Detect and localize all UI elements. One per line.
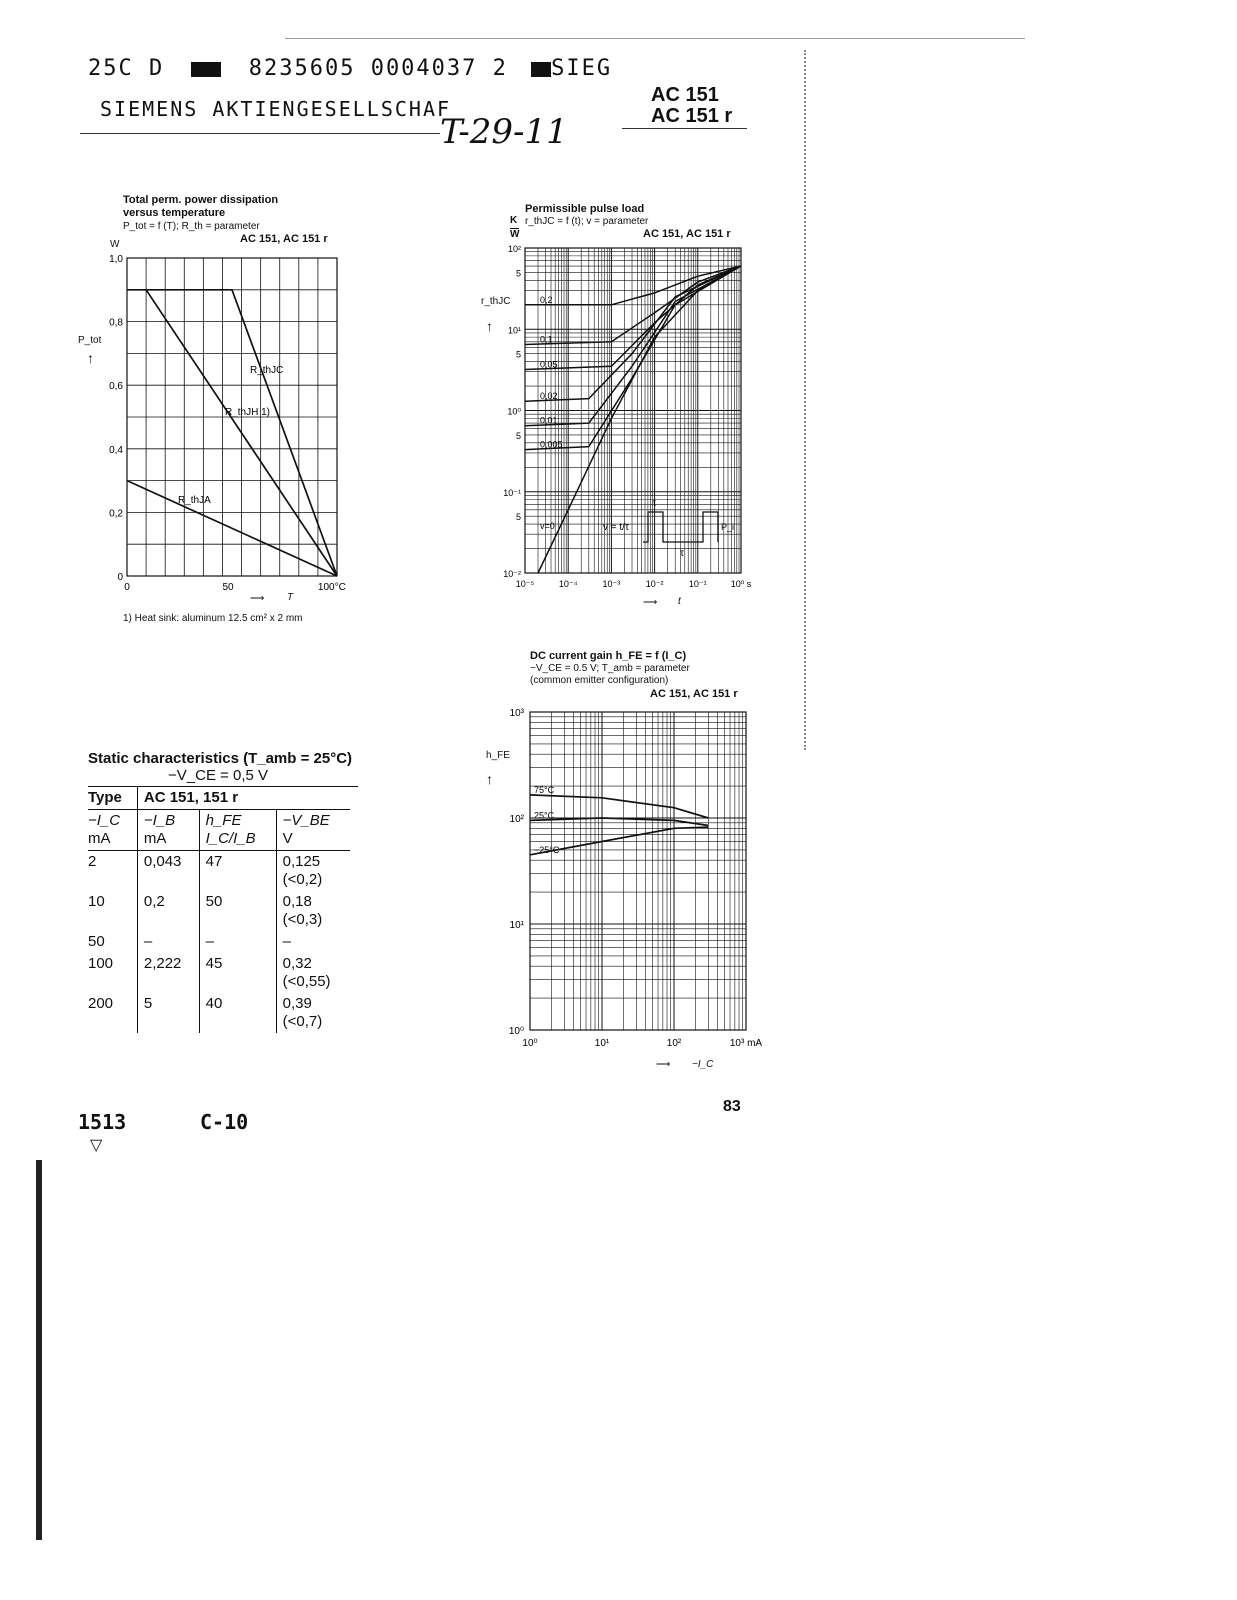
y-axis-label: h_FE [486,750,510,761]
footer-left-code: 1513 [78,1110,127,1134]
scan-edge-right [804,50,808,750]
chart-title: DC current gain h_FE = f (I_C) [530,650,687,662]
col-unit: V [282,830,293,847]
chart-device: AC 151, AC 151 r [643,228,731,240]
static-table [88,787,350,1033]
block-mark [191,62,221,77]
table-row [88,851,350,892]
vbe-max: (<0,55) [282,973,331,990]
curve-label: v=0 [540,520,555,531]
x-tick-label: 50 [222,582,234,593]
col-header [88,810,137,851]
table-row [88,891,350,931]
x-axis-label: T [287,592,294,603]
x-axis-arrow: ⟶ [250,593,265,604]
chart-subtitle: P_tot = f (T); R_th = parameter [123,221,260,232]
y-tick-label: 10⁻² [503,569,521,579]
table-row [88,931,350,953]
x-tick-label: 10³ mA [729,1038,763,1049]
vbe-value: 0,18 [282,893,312,910]
curve-label: 0,02 [540,391,558,402]
x-tick-label: 10⁰ [522,1038,538,1049]
code-prefix: 25C D [88,56,165,81]
curve-label: 25°C [534,810,555,821]
cell-ib: – [137,931,199,953]
page-number: 83 [723,1098,741,1115]
y-axis-label: P_tot [78,335,102,346]
y-tick-label: 5 [515,512,521,523]
code-suffix: SIEG [551,56,613,81]
vbe-value: 0,39 [282,995,312,1012]
header-rule-right [622,128,747,129]
cell-ib: 0,2 [137,891,199,931]
x-axis-label: −I_C [692,1059,714,1070]
cell-vbe [276,851,350,892]
company-name: SIEMENS AKTIENGESELLSCHAF [100,97,452,121]
cell-hfe: 50 [199,891,276,931]
inset-formula: v = t/τ [603,522,629,533]
handwritten-code: T-29-11 [440,112,568,152]
cell-vbe [276,993,350,1033]
page-header [0,0,1237,180]
table-row [88,993,350,1033]
series-line [525,266,741,426]
chart-device: AC 151, AC 151 r [240,233,328,245]
cell-ic: 200 [88,995,114,1012]
curve-label: R_thJA [178,495,211,506]
cell-ic: 2 [88,853,97,870]
vbe-max: (<0,2) [282,871,323,888]
y-tick-label: 0,4 [109,444,123,456]
y-tick-label: 10⁰ [507,406,521,417]
cell-vbe [276,891,350,931]
current-gain-chart [478,648,778,1078]
cell-ic: 10 [88,893,105,910]
x-tick-label: 10⁻⁵ [515,579,535,589]
unit-denominator: W [510,229,520,240]
product-title-1: AC 151 [651,84,719,106]
cell-ib: 5 [137,993,199,1033]
vbe-max: (<0,7) [282,1013,323,1030]
block-mark [531,62,551,77]
x-tick-label: 10² [666,1038,682,1049]
inset-p-label: P_i [721,522,735,532]
y-tick-label: 1,0 [109,254,123,265]
cell-hfe: 40 [199,993,276,1033]
cell-ic: 50 [88,933,105,950]
y-unit: W [110,239,120,250]
cell-vbe: – [276,931,350,953]
y-axis-arrow: ↑ [87,350,94,366]
y-tick-label: 5 [515,349,521,360]
col-header [276,810,350,851]
x-tick-label: 10⁰ s [730,579,752,589]
x-axis-arrow: ⟶ [656,1059,671,1070]
col-name: h_FE [205,812,242,829]
x-tick-label: 10¹ [594,1038,610,1049]
table-row [88,953,350,993]
type-value: AC 151, 151 r [137,787,350,810]
col-unit: I_C/I_B [205,830,256,847]
section-title: Static characteristics (T_amb = 25°C) [88,750,353,767]
y-axis-arrow: ↑ [486,771,493,787]
y-tick-label: 10⁰ [508,1026,524,1037]
scan-edge-left [36,1160,42,1540]
pulse-plot [478,198,778,618]
curve-label: 0,005 [540,439,563,450]
y-axis-arrow: ↑ [486,318,493,334]
code-digits: 8235605 0004037 2 [248,56,508,81]
header-rule [80,133,440,134]
x-tick-label: 10⁻³ [602,579,621,589]
chart-subtitle: r_thJC = f (t); v = parameter [525,216,649,227]
series-line-rthjc [127,290,337,576]
y-tick-label: 10² [509,814,524,825]
product-title-2: AC 151 r [651,105,733,127]
x-tick-label: 100°C [317,582,346,593]
curve-label: 0,2 [540,294,553,305]
chart-title: Total perm. power dissipation [123,194,279,206]
curve-label: 0,05 [540,359,558,370]
y-tick-label: 10³ [509,708,524,719]
curve-label: R_thJH 1) [225,407,271,418]
chart-subtitle: −V_CE = 0.5 V; T_amb = parameter [530,663,690,674]
curve-label: R_thJC [250,365,284,376]
plot-frame [530,712,746,1030]
col-name: −I_C [88,812,121,829]
cell-hfe: 47 [199,851,276,892]
col-name: −V_BE [282,812,330,829]
footnote: 1) Heat sink: aluminum 12.5 cm² x 2 mm [123,613,303,624]
y-tick-label: 10¹ [507,325,521,336]
y-tick-label: 0 [117,572,123,583]
series-line [530,795,708,821]
cell-hfe: 45 [199,953,276,993]
y-tick-label: 10¹ [509,920,524,931]
curve-label: 0,1 [540,334,553,345]
vbe-value: 0,125 [282,853,321,870]
y-tick-label: 5 [515,430,521,441]
col-name: −I_B [143,812,176,829]
header-row [88,810,350,851]
static-characteristics [88,750,358,1033]
section-subtitle: −V_CE = 0,5 V [168,767,269,784]
x-tick-label: 10⁻⁴ [558,579,578,589]
col-header [199,810,276,851]
x-axis-label: t [678,596,681,607]
y-axis-label: r_thJC [481,296,511,307]
chart-device: AC 151, AC 151 r [650,688,738,700]
inset-tau-label: τ [680,548,684,559]
y-tick-label: 0,2 [109,508,123,520]
col-unit: mA [88,830,111,847]
footer-mark-icon: ▽ [90,1137,103,1154]
cell-ib: 0,043 [137,851,199,892]
cell-hfe: – [199,931,276,953]
y-tick-label: 10² [507,244,521,254]
vbe-value: 0,32 [282,955,312,972]
series-line [530,818,708,826]
curve-label: 75°C [534,784,555,795]
cell-ic: 100 [88,955,114,972]
chart-subtitle: (common emitter configuration) [530,675,669,686]
gain-plot [478,648,778,1078]
cell-ib: 2,222 [137,953,199,993]
type-row [88,787,350,810]
y-tick-label: 0,6 [109,381,123,393]
y-tick-label: 10⁻¹ [503,487,521,498]
pulse-load-chart [478,198,778,618]
power-dissipation-chart [75,190,395,630]
vbe-max: (<0,3) [282,911,323,928]
top-rule [285,38,1025,39]
x-tick-label: 10⁻¹ [688,579,707,589]
cell-vbe [276,953,350,993]
power-plot [75,190,395,630]
type-label: Type [88,789,122,806]
inset-t-label: t [653,498,656,509]
curve-label: 0,01 [540,415,558,426]
chart-title: Permissible pulse load [525,203,645,215]
footer-center-code: C-10 [200,1110,249,1134]
y-tick-label: 5 [515,268,521,279]
x-tick-label: 0 [124,582,130,593]
y-tick-label: 0,8 [109,317,123,329]
series-line [525,266,741,401]
x-tick-label: 10⁻² [645,579,664,589]
x-axis-arrow: ⟶ [643,597,658,608]
code-line [88,56,612,81]
unit-numerator: K [510,215,518,226]
col-unit: mA [143,830,167,847]
chart-title: versus temperature [123,207,226,219]
col-header [137,810,199,851]
curve-label: −25°C [534,844,560,855]
